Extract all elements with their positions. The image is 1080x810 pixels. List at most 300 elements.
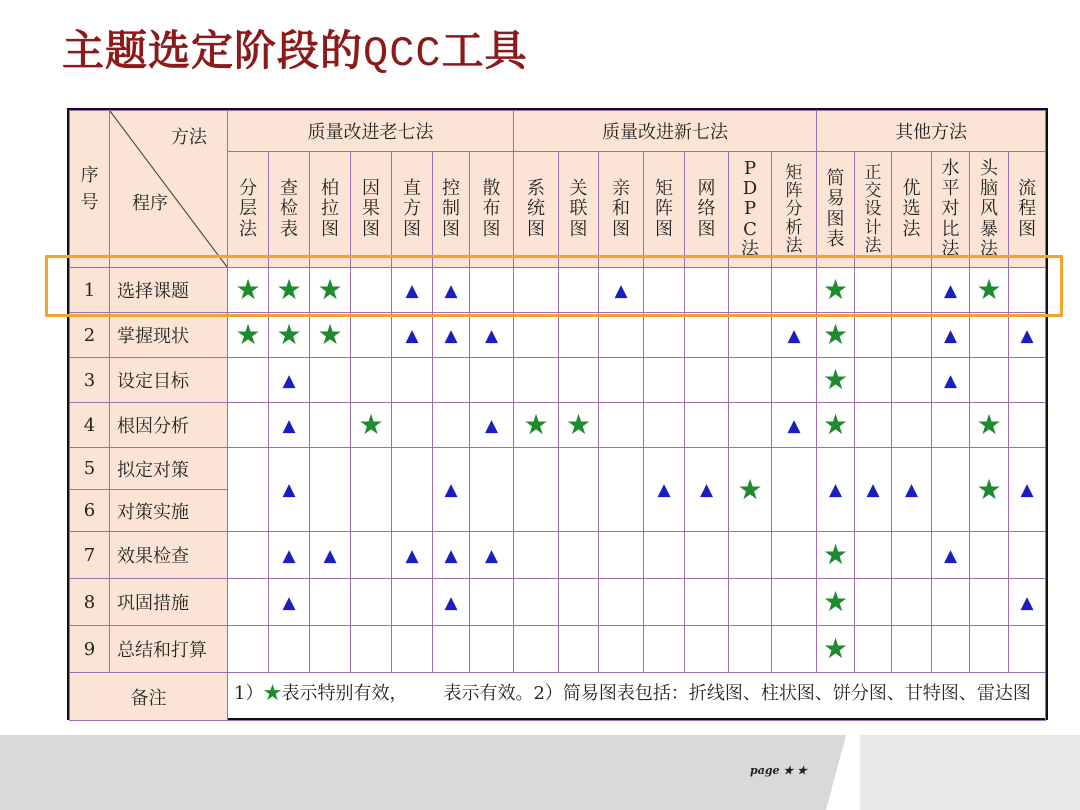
title-tail: 工具: [441, 26, 528, 75]
procedure-step: 总结和打算: [110, 626, 228, 673]
procedure-step: 掌握现状: [110, 313, 228, 358]
cell-9-9: [599, 626, 644, 673]
cell-9-5: [433, 626, 470, 673]
cell-9-11: [685, 626, 729, 673]
star-icon: ★: [317, 318, 343, 351]
cell-1-6: [470, 268, 514, 313]
star-icon: ★: [317, 273, 343, 306]
method-name: 矩阵分析法: [785, 162, 803, 257]
cell-3-12: [729, 358, 772, 403]
method-header-19: [1009, 152, 1046, 268]
cell-4-18: [970, 403, 1009, 448]
cell-8-7: [514, 579, 559, 626]
cell-8-12: [729, 579, 772, 626]
cell-7-2: [310, 532, 351, 579]
cell-2-0: [228, 313, 269, 358]
triangle-icon: ▲: [444, 592, 458, 613]
triangle-icon: ▲: [282, 480, 296, 500]
table-row: [70, 313, 1046, 358]
cell-8-3: [351, 579, 392, 626]
cell-2-10: [644, 313, 685, 358]
cell-2-9: [599, 313, 644, 358]
triangle-icon: ▲: [282, 592, 296, 613]
cell-8-11: [685, 579, 729, 626]
method-name: 流程图: [1018, 178, 1037, 240]
group-new-seven: 质量改进新七法: [514, 111, 817, 152]
triangle-icon: ▲: [1020, 480, 1034, 500]
table-row: [70, 626, 1046, 673]
method-name: 水平对比法: [941, 158, 960, 260]
table-row: [70, 403, 1046, 448]
cell-3-5: [433, 358, 470, 403]
cell-5-6-4: [392, 448, 433, 532]
method-header-0: [228, 152, 269, 268]
method-header-9: [599, 152, 644, 268]
cell-8-15: [855, 579, 892, 626]
cell-2-19: [1009, 313, 1046, 358]
star-icon: ★: [822, 585, 849, 618]
cell-1-14: [817, 268, 855, 313]
triangle-icon: ▲: [943, 325, 958, 346]
cell-7-13: [772, 532, 817, 579]
method-header-13: [772, 152, 817, 268]
cell-7-3: [351, 532, 392, 579]
procedure-step: 对策实施: [110, 490, 228, 532]
cell-8-5: [433, 579, 470, 626]
procedure-step: 设定目标: [110, 358, 228, 403]
header-diagonal-line: [110, 111, 227, 267]
cell-9-3: [351, 626, 392, 673]
cell-5-6-3: [351, 448, 392, 532]
star-icon: ★: [523, 408, 549, 441]
cell-2-2: [310, 313, 351, 358]
method-name: 控制图: [442, 178, 460, 240]
triangle-icon: ▲: [657, 480, 671, 500]
method-header-5: [433, 152, 470, 268]
star-icon: ★: [976, 408, 1002, 441]
cell-5-6-10: [644, 448, 685, 532]
triangle-icon: ▲: [943, 545, 958, 566]
method-header-15: [855, 152, 892, 268]
cell-4-15: [855, 403, 892, 448]
cell-2-18: [970, 313, 1009, 358]
cell-4-3: [351, 403, 392, 448]
cell-1-4: [392, 268, 433, 313]
cell-3-8: [559, 358, 599, 403]
triangle-icon: ▲: [866, 480, 880, 500]
cell-5-6-15: [855, 448, 892, 532]
cell-4-10: [644, 403, 685, 448]
star-icon: ★: [737, 472, 763, 506]
cell-3-18: [970, 358, 1009, 403]
cell-1-16: [892, 268, 932, 313]
row-number: 5: [70, 448, 110, 490]
triangle-icon: ▲: [405, 325, 419, 346]
cell-8-4: [392, 579, 433, 626]
cell-2-8: [559, 313, 599, 358]
cell-7-14: [817, 532, 855, 579]
cell-2-17: [932, 313, 970, 358]
procedure-step: 根因分析: [110, 403, 228, 448]
method-header-2: [310, 152, 351, 268]
cell-8-10: [644, 579, 685, 626]
star-icon: ★: [976, 472, 1002, 506]
triangle-icon: ▲: [943, 370, 958, 391]
method-name: 分层法: [239, 178, 257, 240]
cell-1-2: [310, 268, 351, 313]
triangle-icon: ▲: [699, 480, 714, 500]
cell-4-17: [932, 403, 970, 448]
row-number: 8: [70, 579, 110, 626]
cell-5-6-11: [685, 448, 729, 532]
row-number: 9: [70, 626, 110, 673]
cell-7-10: [644, 532, 685, 579]
cell-9-17: [932, 626, 970, 673]
method-header-16: [892, 152, 932, 268]
row-number: 3: [70, 358, 110, 403]
cell-5-6-13: [772, 448, 817, 532]
cell-1-18: [970, 268, 1009, 313]
cell-7-4: [392, 532, 433, 579]
cell-5-6-2: [310, 448, 351, 532]
star-icon: ★: [822, 408, 849, 441]
cell-8-1: [269, 579, 310, 626]
cell-9-15: [855, 626, 892, 673]
cell-7-8: [559, 532, 599, 579]
cell-7-12: [729, 532, 772, 579]
cell-7-9: [599, 532, 644, 579]
cell-9-7: [514, 626, 559, 673]
triangle-icon: ▲: [282, 415, 296, 436]
procedure-step: 巩固措施: [110, 579, 228, 626]
row-number: 7: [70, 532, 110, 579]
cell-3-11: [685, 358, 729, 403]
cell-3-16: [892, 358, 932, 403]
cell-9-6: [470, 626, 514, 673]
cell-7-18: [970, 532, 1009, 579]
method-name: 因果图: [362, 178, 380, 240]
cell-4-8: [559, 403, 599, 448]
method-name: 柏拉图: [321, 178, 339, 240]
cell-8-9: [599, 579, 644, 626]
notes-star-text: 表示特别有效，: [281, 683, 408, 704]
method-name: 系统图: [527, 178, 546, 240]
cell-4-7: [514, 403, 559, 448]
procedure-step: 拟定对策: [110, 448, 228, 490]
triangle-icon: ▲: [323, 545, 337, 566]
method-name: 网络图: [697, 178, 716, 240]
title-text: 主题选定阶段的: [62, 26, 364, 75]
method-header-14: [817, 152, 855, 268]
triangle-icon: ▲: [444, 280, 458, 301]
cell-2-6: [470, 313, 514, 358]
table-row: [70, 579, 1046, 626]
seq-header: 序号: [70, 111, 110, 268]
cell-2-4: [392, 313, 433, 358]
cell-9-8: [559, 626, 599, 673]
cell-8-16: [892, 579, 932, 626]
method-header-6: [470, 152, 514, 268]
method-header-11: [685, 152, 729, 268]
row-number: 1: [70, 268, 110, 313]
cell-5-6-0: [228, 448, 269, 532]
cell-2-12: [729, 313, 772, 358]
method-name: 查检表: [280, 178, 298, 240]
method-header-18: [970, 152, 1009, 268]
cell-9-16: [892, 626, 932, 673]
triangle-icon: ▲: [1020, 325, 1034, 346]
cell-5-6-9: [599, 448, 644, 532]
method-name: 头脑风暴法: [980, 158, 999, 260]
table-row: [70, 532, 1046, 579]
cell-1-3: [351, 268, 392, 313]
cell-8-2: [310, 579, 351, 626]
cell-9-12: [729, 626, 772, 673]
method-header-3: [351, 152, 392, 268]
cell-2-13: [772, 313, 817, 358]
triangle-icon: ▲: [484, 545, 499, 566]
cell-4-14: [817, 403, 855, 448]
triangle-icon: ▲: [1020, 592, 1034, 613]
row-number: 2: [70, 313, 110, 358]
cell-4-16: [892, 403, 932, 448]
cell-4-11: [685, 403, 729, 448]
method-procedure-header: [110, 111, 228, 268]
cell-3-3: [351, 358, 392, 403]
cell-2-16: [892, 313, 932, 358]
cell-5-6-18: [970, 448, 1009, 532]
cell-3-0: [228, 358, 269, 403]
method-name: 正交设计法: [864, 162, 882, 257]
star-icon: ★: [276, 273, 302, 306]
title-qcc: QCC: [363, 30, 442, 78]
cell-7-0: [228, 532, 269, 579]
cell-8-13: [772, 579, 817, 626]
notes-row: [70, 673, 1046, 721]
cell-2-11: [685, 313, 729, 358]
cell-7-19: [1009, 532, 1046, 579]
cell-9-4: [392, 626, 433, 673]
cell-5-6-14: [817, 448, 855, 532]
star-icon: ★: [235, 273, 261, 306]
method-name: 直方图: [403, 178, 421, 240]
cell-9-19: [1009, 626, 1046, 673]
cell-7-17: [932, 532, 970, 579]
cell-9-2: [310, 626, 351, 673]
method-header-8: [559, 152, 599, 268]
footer-right-panel: [860, 735, 1080, 810]
star-icon: ★: [822, 632, 849, 665]
row-number: 6: [70, 490, 110, 532]
cell-2-15: [855, 313, 892, 358]
notes-triangle-text: 表示有效。2）简易图表包括：折线图、柱状图、饼分图、甘特图、雷达图: [443, 683, 1031, 704]
triangle-icon: ▲: [282, 545, 296, 566]
cell-7-16: [892, 532, 932, 579]
cell-3-4: [392, 358, 433, 403]
cell-3-1: [269, 358, 310, 403]
cell-5-6-7: [514, 448, 559, 532]
cell-3-15: [855, 358, 892, 403]
triangle-icon: ▲: [787, 325, 801, 346]
cell-1-15: [855, 268, 892, 313]
cell-9-13: [772, 626, 817, 673]
cell-2-3: [351, 313, 392, 358]
cell-2-1: [269, 313, 310, 358]
method-header-1: [269, 152, 310, 268]
cell-7-7: [514, 532, 559, 579]
cell-4-9: [599, 403, 644, 448]
cell-2-5: [433, 313, 470, 358]
slide-title: [62, 18, 528, 78]
star-icon: ★: [822, 273, 849, 306]
cell-4-2: [310, 403, 351, 448]
cell-5-6-19: [1009, 448, 1046, 532]
triangle-icon: ▲: [444, 325, 458, 346]
cell-1-0: [228, 268, 269, 313]
cell-3-7: [514, 358, 559, 403]
cell-3-6: [470, 358, 514, 403]
cell-8-0: [228, 579, 269, 626]
notes-content: [228, 673, 1046, 721]
cell-4-12: [729, 403, 772, 448]
cell-3-19: [1009, 358, 1046, 403]
triangle-icon: ▲: [904, 480, 919, 500]
procedure-label: 程序: [132, 193, 168, 214]
method-name: 简易图表: [826, 168, 845, 250]
method-name: 关联图: [569, 178, 588, 240]
method-header-12: [729, 152, 772, 268]
cell-1-9: [599, 268, 644, 313]
cell-3-13: [772, 358, 817, 403]
cell-3-2: [310, 358, 351, 403]
cell-4-5: [433, 403, 470, 448]
cell-9-1: [269, 626, 310, 673]
table-row: [70, 358, 1046, 403]
star-icon: ★: [263, 683, 282, 704]
method-name: 矩阵图: [655, 178, 674, 240]
cell-1-5: [433, 268, 470, 313]
cell-1-8: [559, 268, 599, 313]
cell-1-13: [772, 268, 817, 313]
method-name: 散布图: [482, 178, 501, 240]
star-icon: ★: [358, 408, 384, 441]
cell-1-17: [932, 268, 970, 313]
cell-5-6-16: [892, 448, 932, 532]
cell-3-9: [599, 358, 644, 403]
cell-4-19: [1009, 403, 1046, 448]
cell-8-19: [1009, 579, 1046, 626]
triangle-icon: ▲: [444, 545, 458, 566]
cell-5-6-5: [433, 448, 470, 532]
cell-5-6-12: [729, 448, 772, 532]
cell-5-6-6: [470, 448, 514, 532]
method-name: PDPC法: [741, 158, 760, 260]
cell-8-18: [970, 579, 1009, 626]
cell-5-6-8: [559, 448, 599, 532]
cell-2-7: [514, 313, 559, 358]
star-icon: ★: [235, 318, 261, 351]
method-header-10: [644, 152, 685, 268]
cell-9-14: [817, 626, 855, 673]
qcc-tool-table: [67, 108, 1048, 720]
cell-5-6-17: [932, 448, 970, 532]
triangle-icon: ▲: [787, 415, 801, 436]
star-icon: ★: [822, 318, 849, 351]
row-number: 4: [70, 403, 110, 448]
cell-1-7: [514, 268, 559, 313]
triangle-icon: ▲: [282, 370, 296, 391]
cell-7-15: [855, 532, 892, 579]
star-icon: ★: [822, 538, 849, 571]
cell-9-10: [644, 626, 685, 673]
cell-4-0: [228, 403, 269, 448]
notes-prefix: 1）: [234, 683, 264, 704]
cell-4-13: [772, 403, 817, 448]
procedure-step: 效果检查: [110, 532, 228, 579]
cell-9-0: [228, 626, 269, 673]
cell-1-10: [644, 268, 685, 313]
star-icon: ★: [822, 363, 849, 396]
cell-8-6: [470, 579, 514, 626]
cell-3-10: [644, 358, 685, 403]
cell-1-11: [685, 268, 729, 313]
triangle-icon: ▲: [943, 280, 958, 301]
method-header-17: [932, 152, 970, 268]
cell-8-14: [817, 579, 855, 626]
cell-1-12: [729, 268, 772, 313]
cell-2-14: [817, 313, 855, 358]
method-header-7: [514, 152, 559, 268]
method-header-4: [392, 152, 433, 268]
cell-1-19: [1009, 268, 1046, 313]
triangle-icon: ▲: [405, 280, 419, 301]
page-logo: page ★ ★: [750, 764, 807, 777]
table-row: [70, 448, 1046, 490]
method-label: 方法: [171, 127, 207, 148]
notes-label: 备注: [70, 673, 228, 721]
group-old-seven: 质量改进老七法: [228, 111, 514, 152]
cell-1-1: [269, 268, 310, 313]
triangle-icon: ▲: [614, 280, 628, 301]
cell-3-14: [817, 358, 855, 403]
cell-8-17: [932, 579, 970, 626]
triangle-icon: ▲: [484, 415, 499, 436]
cell-3-17: [932, 358, 970, 403]
cell-7-1: [269, 532, 310, 579]
method-name: 优选法: [902, 178, 921, 240]
triangle-icon: ▲: [444, 480, 458, 500]
method-name: 亲和图: [612, 178, 631, 240]
cell-7-5: [433, 532, 470, 579]
cell-4-1: [269, 403, 310, 448]
star-icon: ★: [976, 273, 1002, 306]
star-icon: ★: [565, 408, 592, 441]
group-other-methods: 其他方法: [817, 111, 1046, 152]
cell-7-11: [685, 532, 729, 579]
star-icon: ★: [276, 318, 302, 351]
triangle-icon: ▲: [828, 480, 843, 500]
cell-8-8: [559, 579, 599, 626]
triangle-icon: ▲: [484, 325, 499, 346]
cell-4-4: [392, 403, 433, 448]
cell-9-18: [970, 626, 1009, 673]
cell-4-6: [470, 403, 514, 448]
cell-7-6: [470, 532, 514, 579]
cell-5-6-1: [269, 448, 310, 532]
procedure-step: 选择课题: [110, 268, 228, 313]
triangle-icon: ▲: [405, 545, 419, 566]
table-row: [70, 268, 1046, 313]
